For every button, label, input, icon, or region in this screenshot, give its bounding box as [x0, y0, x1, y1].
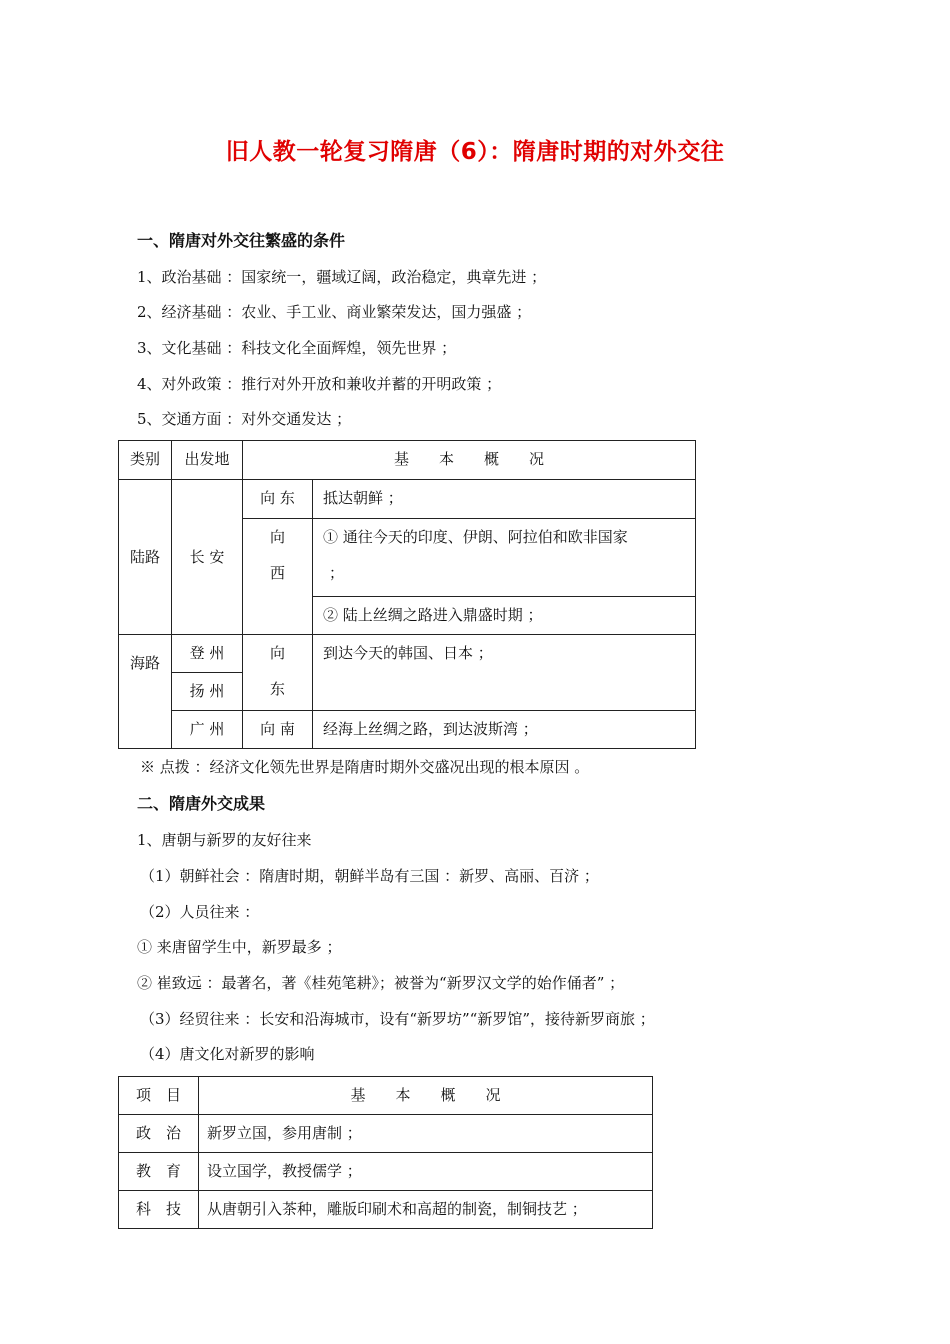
section1-heading: 一、隋唐对外交往繁盛的条件 — [137, 231, 346, 250]
header-origin: 出发地 — [172, 441, 243, 480]
condition-item: 2、经济基础 ：农业、手工业、商业繁荣发达，国力强盛 ； — [137, 303, 532, 321]
outcome-line: ① 来唐留学生中，新罗最多 ； — [137, 938, 342, 956]
guangzhou-cell: 广 州 — [172, 711, 243, 749]
west-overview-cell-2: ② 陆上丝绸之路进入鼎盛时期 ； — [313, 597, 696, 635]
south-overview-cell: 经海上丝绸之路，到达波斯湾 ； — [313, 711, 696, 749]
dengzhou-cell: 登 州 — [172, 635, 243, 673]
condition-item: 5、交通方面 ：对外交通发达 ； — [137, 410, 352, 428]
section2-heading: 二、隋唐外交成果 — [137, 794, 266, 813]
condition-item: 3、文化基础 ：科技文化全面辉煌，领先世界 ； — [137, 339, 457, 357]
note-text: ※ 点拨 ：经济文化领先世界是隋唐时期外交盛况出现的根本原因 。 — [140, 758, 590, 776]
header-category: 类别 — [119, 441, 172, 480]
sea-east-char-2: 东 — [269, 680, 285, 698]
direction-east-cell: 向 东 — [243, 480, 313, 519]
west-char-1: 向 — [269, 528, 285, 546]
changan-cell: 长 安 — [172, 480, 243, 635]
outcome-line: （4）唐文化对新罗的影响 — [140, 1045, 315, 1063]
land-route-cell: 陆路 — [119, 480, 172, 635]
sea-route-cell: 海路 — [119, 635, 172, 749]
east-overview-cell: 抵达朝鲜 ； — [313, 480, 696, 519]
page-title: 旧人教一轮复习隋唐（6）：隋唐时期的对外交往 — [225, 139, 725, 165]
west-text-1b: ； — [329, 564, 345, 582]
header-overview: 基 本 概 况 — [199, 1077, 653, 1115]
outcome-line: ② 崔致远 ：最著名，著《桂苑笔耕》；被誉为“新罗汉文学的始作俑者” ； — [137, 974, 625, 992]
sea-east-char-1: 向 — [269, 644, 285, 662]
yangzhou-cell: 扬 州 — [172, 673, 243, 711]
west-overview-cell-1 — [313, 519, 696, 597]
row-key-politics: 政 治 — [119, 1115, 199, 1153]
outcome-line: （1）朝鲜社会 ：隋唐时期，朝鲜半岛有三国 ：新罗、高丽、百济 ； — [140, 867, 599, 885]
direction-south-cell: 向 南 — [243, 711, 313, 749]
west-text-1: ① 通往今天的印度、伊朗、阿拉伯和欧非国家 — [323, 528, 628, 546]
condition-item: 4、对外政策 ：推行对外开放和兼收并蓄的开明政策 ； — [137, 375, 502, 393]
sea-direction-east-cell — [243, 635, 313, 711]
header-overview: 基 本 概 况 — [243, 441, 696, 480]
row-value-technology: 从唐朝引入茶种，雕版印刷术和高超的制瓷，制铜技艺 ； — [199, 1191, 653, 1229]
outcome-line: （3）经贸往来 ：长安和沿海城市，设有“新罗坊”“新罗馆”，接待新罗商旅 ； — [140, 1010, 655, 1028]
direction-west-cell — [243, 519, 313, 635]
influence-table — [118, 1076, 653, 1229]
row-key-education: 教 育 — [119, 1153, 199, 1191]
row-value-politics: 新罗立国，参用唐制 ； — [199, 1115, 653, 1153]
routes-table — [118, 440, 696, 749]
condition-item: 1、政治基础 ：国家统一，疆域辽阔，政治稳定，典章先进 ； — [137, 268, 547, 286]
row-value-education: 设立国学，教授儒学 ； — [199, 1153, 653, 1191]
row-key-technology: 科 技 — [119, 1191, 199, 1229]
header-item: 项 目 — [119, 1077, 199, 1115]
sea-east-overview-cell: 到达今天的韩国、日本 ； — [313, 635, 696, 711]
outcome-line: 1、唐朝与新罗的友好往来 — [137, 831, 312, 849]
west-char-2: 西 — [269, 564, 285, 582]
outcome-line: （2）人员往来 ： — [140, 903, 260, 921]
